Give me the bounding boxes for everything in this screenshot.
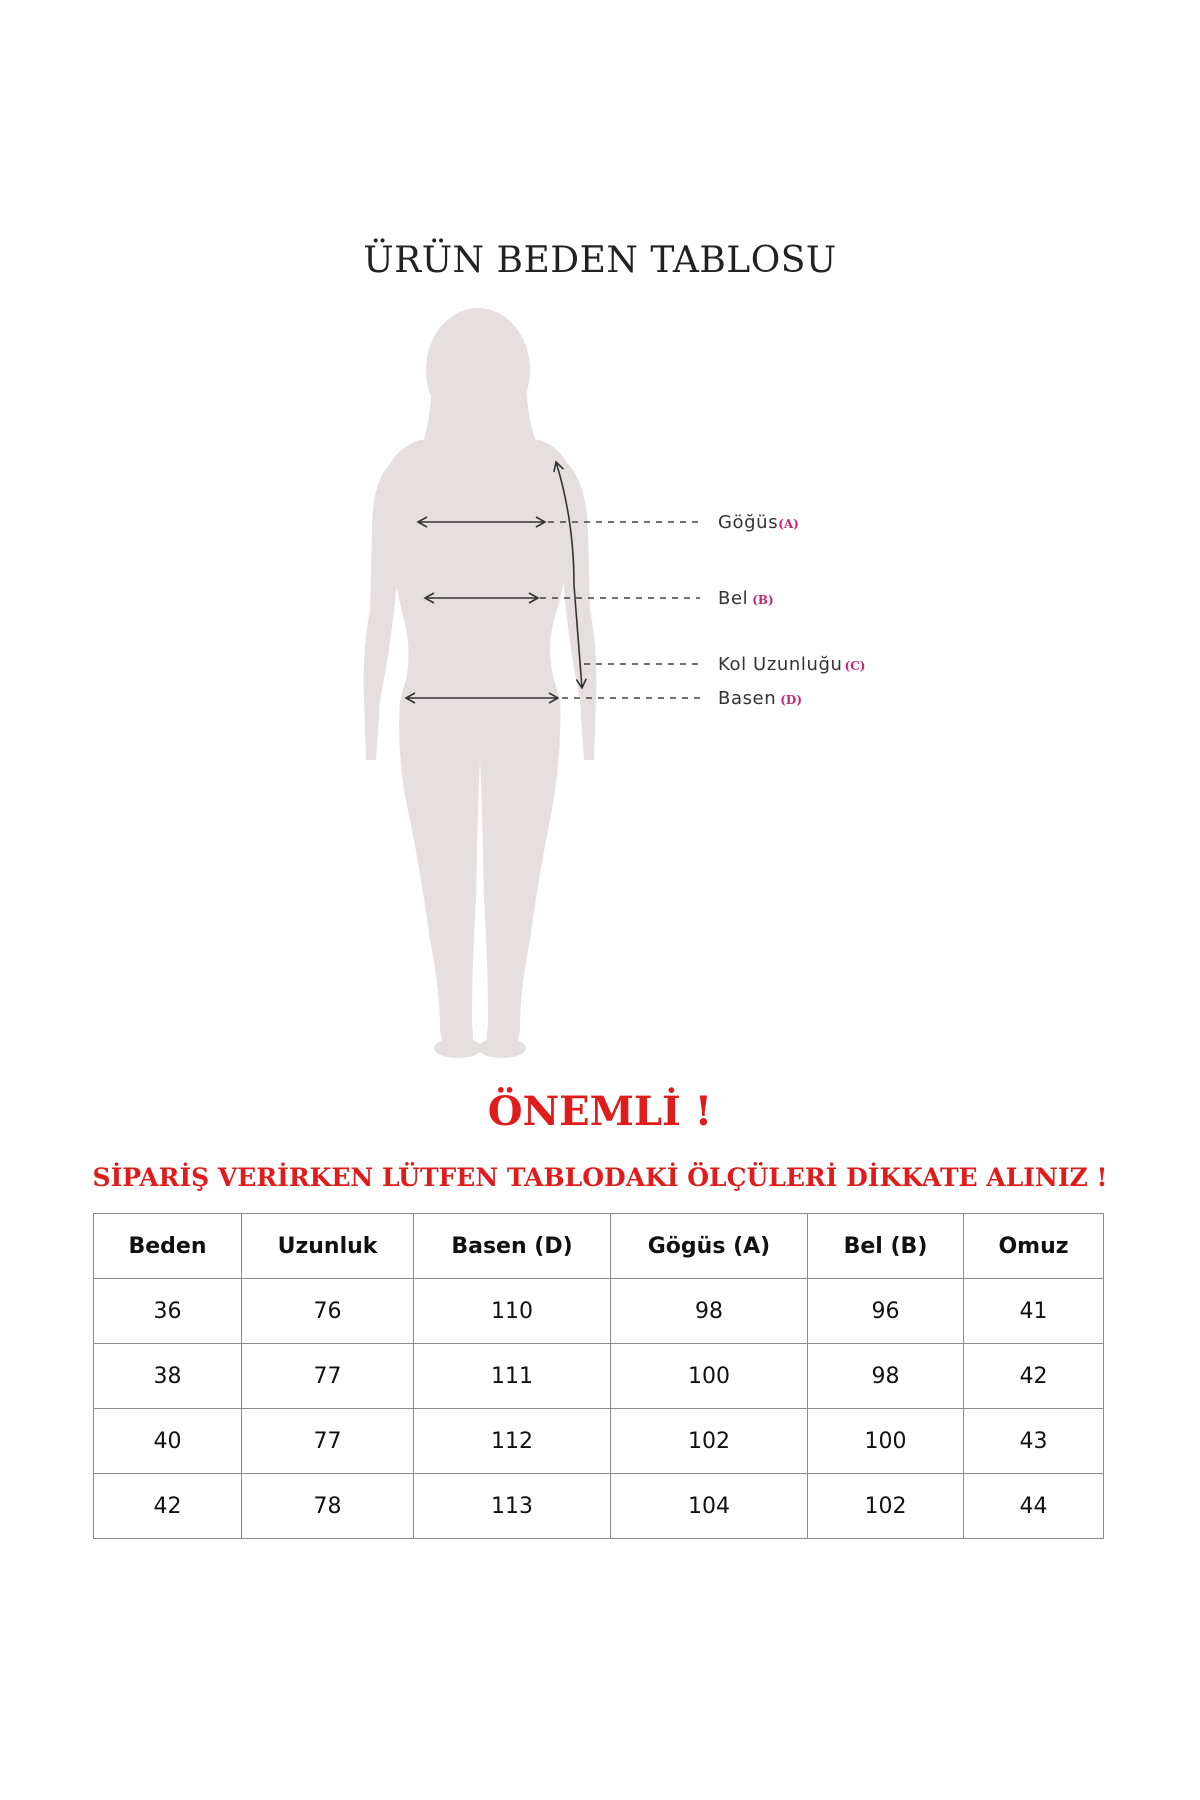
table-cell: 111 [414, 1344, 611, 1409]
table-row [94, 1474, 1104, 1539]
header-omuz: Omuz [964, 1214, 1104, 1279]
important-notice: ÖNEMLİ ! [487, 1088, 713, 1135]
table-cell: 104 [611, 1474, 808, 1539]
waist-label: Bel (B) [718, 588, 774, 609]
table-cell: 102 [808, 1474, 964, 1539]
table-cell: 112 [414, 1409, 611, 1474]
table-cell: 42 [964, 1344, 1104, 1409]
header-uzunluk: Uzunluk [242, 1214, 414, 1279]
table-cell: 77 [242, 1409, 414, 1474]
table-cell: 96 [808, 1279, 964, 1344]
sleeve-length-label: Kol Uzunluğu (C) [718, 654, 866, 675]
table-cell: 76 [242, 1279, 414, 1344]
size-table [93, 1213, 1104, 1539]
hip-label: Basen (D) [718, 688, 803, 709]
table-row [94, 1409, 1104, 1474]
table-header-row [94, 1214, 1104, 1279]
header-basen: Basen (D) [414, 1214, 611, 1279]
table-cell: 78 [242, 1474, 414, 1539]
table-cell: 44 [964, 1474, 1104, 1539]
table-row [94, 1344, 1104, 1409]
chest-label: Göğüs(A) [718, 512, 799, 533]
table-cell: 98 [808, 1344, 964, 1409]
header-bel: Bel (B) [808, 1214, 964, 1279]
order-warning: SİPARİŞ VERİRKEN LÜTFEN TABLODAKİ ÖLÇÜLERİ DİKKATE ALINIZ ! [92, 1163, 1108, 1192]
table-cell: 113 [414, 1474, 611, 1539]
page-title: ÜRÜN BEDEN TABLOSU [363, 240, 837, 281]
table-cell: 41 [964, 1279, 1104, 1344]
table-cell: 100 [611, 1344, 808, 1409]
table-cell: 100 [808, 1409, 964, 1474]
table-cell: 36 [94, 1279, 242, 1344]
table-row [94, 1279, 1104, 1344]
table-cell: 98 [611, 1279, 808, 1344]
header-beden: Beden [94, 1214, 242, 1279]
body-silhouette [364, 308, 597, 1058]
table-cell: 38 [94, 1344, 242, 1409]
table-cell: 43 [964, 1409, 1104, 1474]
header-gogus: Gögüs (A) [611, 1214, 808, 1279]
table-cell: 77 [242, 1344, 414, 1409]
table-cell: 40 [94, 1409, 242, 1474]
table-cell: 42 [94, 1474, 242, 1539]
table-cell: 102 [611, 1409, 808, 1474]
table-cell: 110 [414, 1279, 611, 1344]
